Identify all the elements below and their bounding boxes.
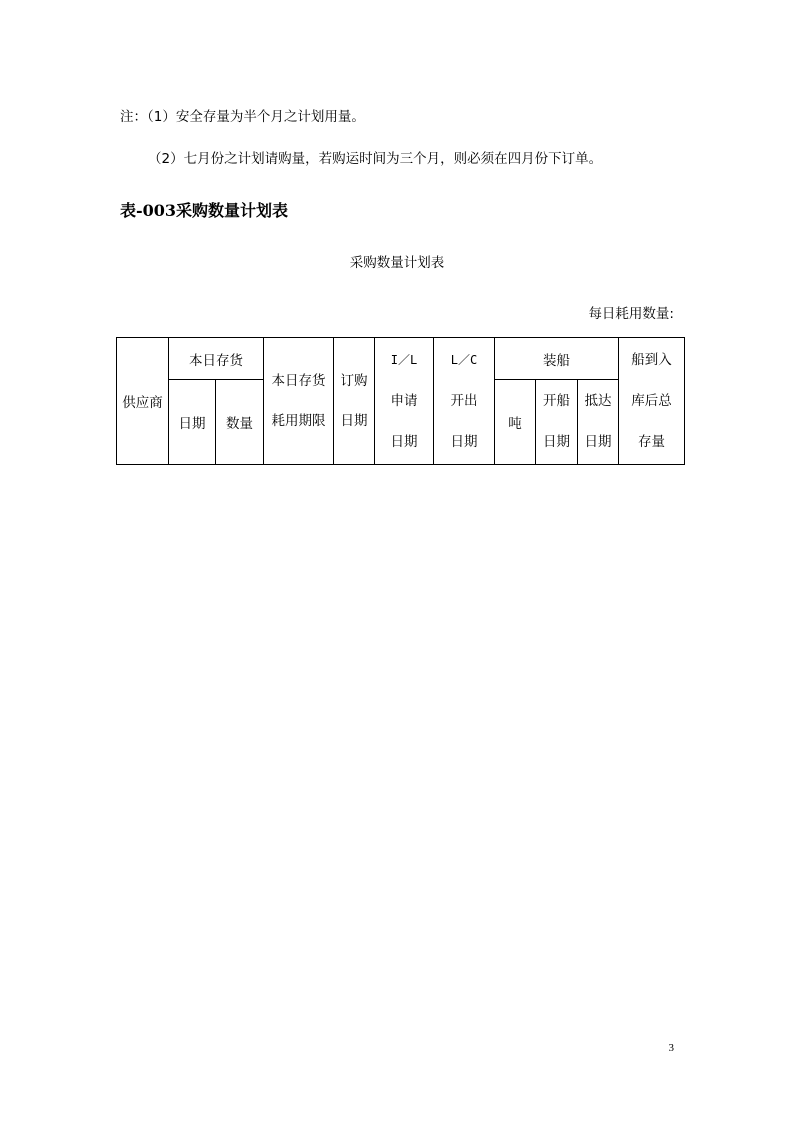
- header-total-stock: 船到入 库后总 存量: [619, 338, 685, 465]
- table-header-row-1: [117, 338, 685, 380]
- purchase-plan-table: [116, 337, 685, 465]
- header-shipping: 装船: [495, 338, 619, 380]
- header-quantity: 数量: [216, 380, 264, 465]
- header-stock-today: 本日存货: [169, 338, 264, 380]
- header-date: 日期: [169, 380, 216, 465]
- header-stock-usage-period: 本日存货 耗用期限: [264, 338, 334, 465]
- header-lc-date: L／C 开出 日期: [434, 338, 495, 465]
- daily-usage-label: 每日耗用数量:: [588, 306, 674, 322]
- header-supplier: 供应商: [117, 338, 169, 465]
- header-order-date: 订购 日期: [334, 338, 375, 465]
- table-caption: 采购数量计划表: [349, 255, 445, 271]
- header-il-date: I／L 申请 日期: [375, 338, 434, 465]
- note-line-2: （2）七月份之计划请购量，若购运时间为三个月，则必须在四月份下订单。: [148, 151, 603, 167]
- page-number: 3: [668, 1042, 674, 1054]
- note-line-1: 注：（1）安全存量为半个月之计划用量。: [120, 109, 365, 125]
- header-ton: 吨: [495, 380, 536, 465]
- header-departure-date: 开船 日期: [536, 380, 578, 465]
- section-heading: 表-003采购数量计划表: [120, 201, 289, 220]
- header-arrival-date: 抵达 日期: [578, 380, 619, 465]
